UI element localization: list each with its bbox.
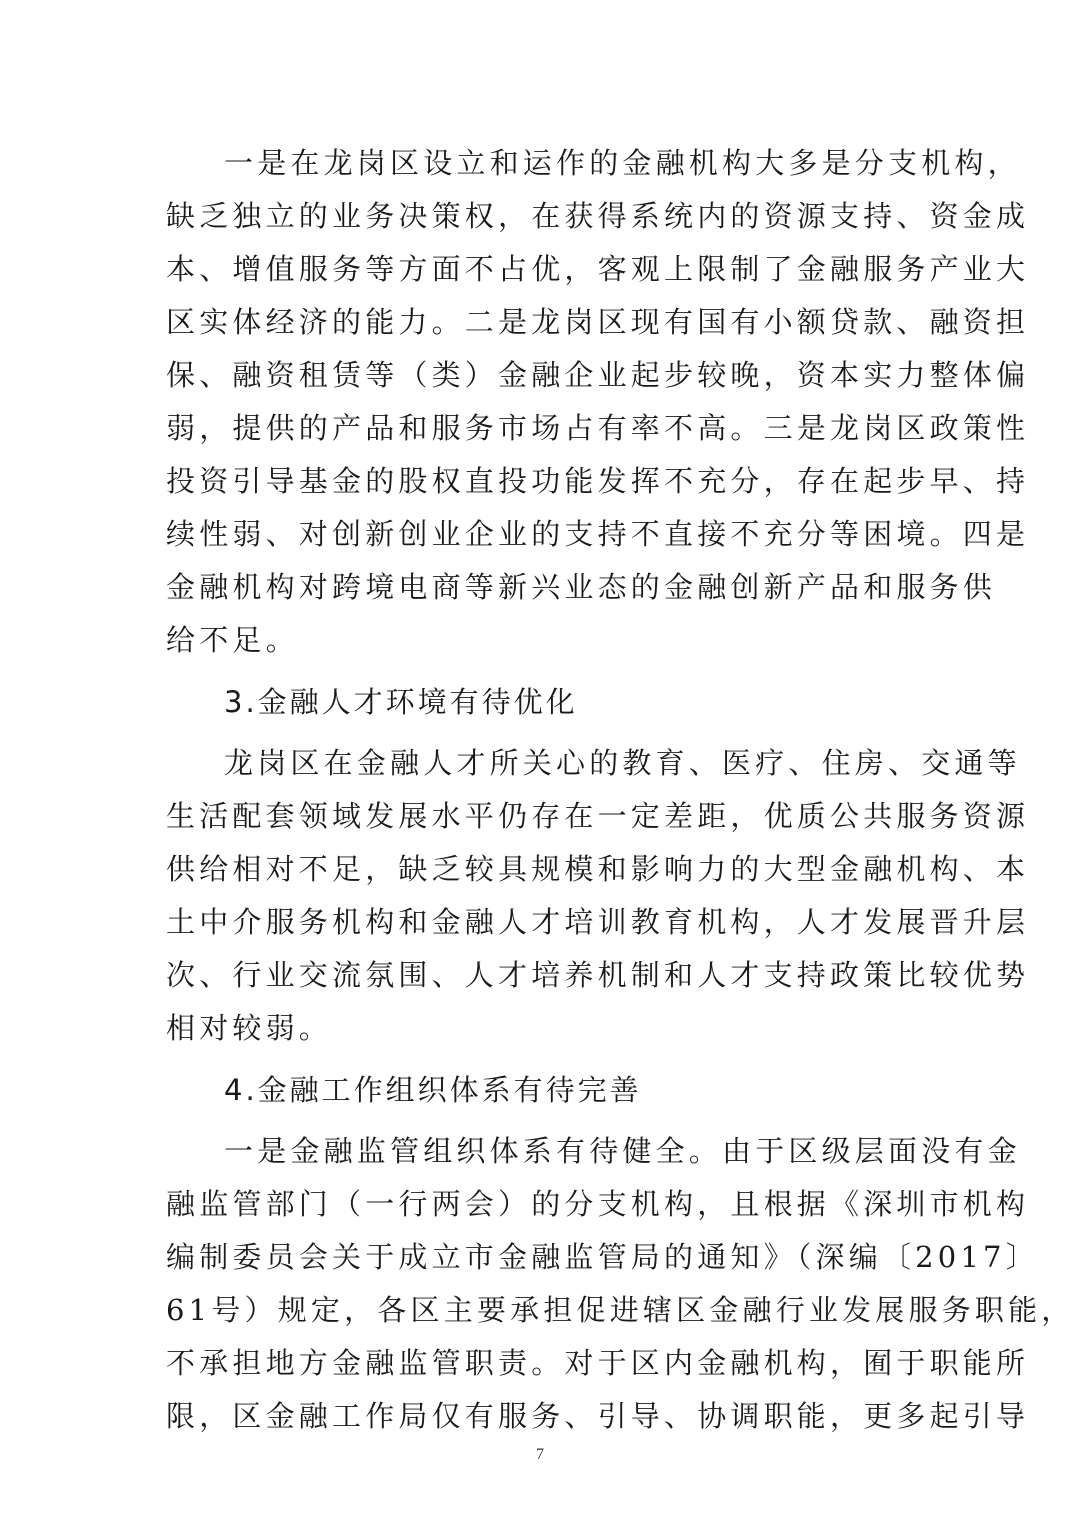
paragraph-line: 保、融资租赁等（类）金融企业起步较晚，资本实力整体偏 xyxy=(166,358,1030,392)
paragraph-line: 金融机构对跨境电商等新兴业态的金融创新产品和服务供 xyxy=(166,570,997,604)
paragraph-line: 编制委员会关于成立市金融监管局的通知》（深编〔2017〕 xyxy=(166,1240,1039,1274)
paragraph-line: 一是在龙岗区设立和运作的金融机构大多是分支机构， xyxy=(224,146,1021,180)
paragraph-line: 次、行业交流氛围、人才培养机制和人才支持政策比较优势 xyxy=(166,958,1030,992)
paragraph-line: 供给相对不足，缺乏较具规模和影响力的大型金融机构、本 xyxy=(166,852,1030,886)
paragraph-line: 61号）规定，各区主要承担促进辖区金融行业发展服务职能， xyxy=(166,1293,1075,1327)
paragraph-line: 给不足。 xyxy=(166,623,299,657)
paragraph-line: 土中介服务机构和金融人才培训教育机构，人才发展晋升层 xyxy=(166,905,1030,939)
paragraph-line: 弱，提供的产品和服务市场占有率不高。三是龙岗区政策性 xyxy=(166,411,1030,445)
paragraph-line: 区实体经济的能力。二是龙岗区现有国有小额贷款、融资担 xyxy=(166,305,1030,339)
section-heading-4: 4.金融工作组织体系有待完善 xyxy=(224,1073,642,1107)
paragraph-3 xyxy=(166,1125,1075,1443)
paragraph-line: 不承担地方金融监管职责。对于区内金融机构，囿于职能所 xyxy=(166,1346,1030,1380)
paragraph-line: 限，区金融工作局仅有服务、引导、协调职能，更多起引导 xyxy=(166,1399,1030,1433)
paragraph-line: 龙岗区在金融人才所关心的教育、医疗、住房、交通等 xyxy=(224,746,1021,780)
paragraph-line: 缺乏独立的业务决策权，在获得系统内的资源支持、资金成 xyxy=(166,199,1030,233)
paragraph-line: 本、增值服务等方面不占优，客观上限制了金融服务产业大 xyxy=(166,252,1030,286)
paragraph-line: 续性弱、对创新创业企业的支持不直接不充分等困境。四是 xyxy=(166,517,1030,551)
page-body xyxy=(166,137,1075,1443)
paragraph-line: 融监管部门（一行两会）的分支机构，且根据《深圳市机构 xyxy=(166,1187,1030,1221)
paragraph-line: 生活配套领域发展水平仍存在一定差距，优质公共服务资源 xyxy=(166,799,1030,833)
paragraph-line: 一是金融监管组织体系有待健全。由于区级层面没有金 xyxy=(224,1134,1021,1168)
paragraph-2 xyxy=(166,737,1030,1055)
paragraph-line: 相对较弱。 xyxy=(166,1011,333,1045)
page-number: 7 xyxy=(536,1446,544,1463)
paragraph-line: 投资引导基金的股权直投功能发挥不充分，存在起步早、持 xyxy=(166,464,1030,498)
section-heading-3: 3.金融人才环境有待优化 xyxy=(224,685,578,719)
paragraph-1 xyxy=(166,137,1030,667)
